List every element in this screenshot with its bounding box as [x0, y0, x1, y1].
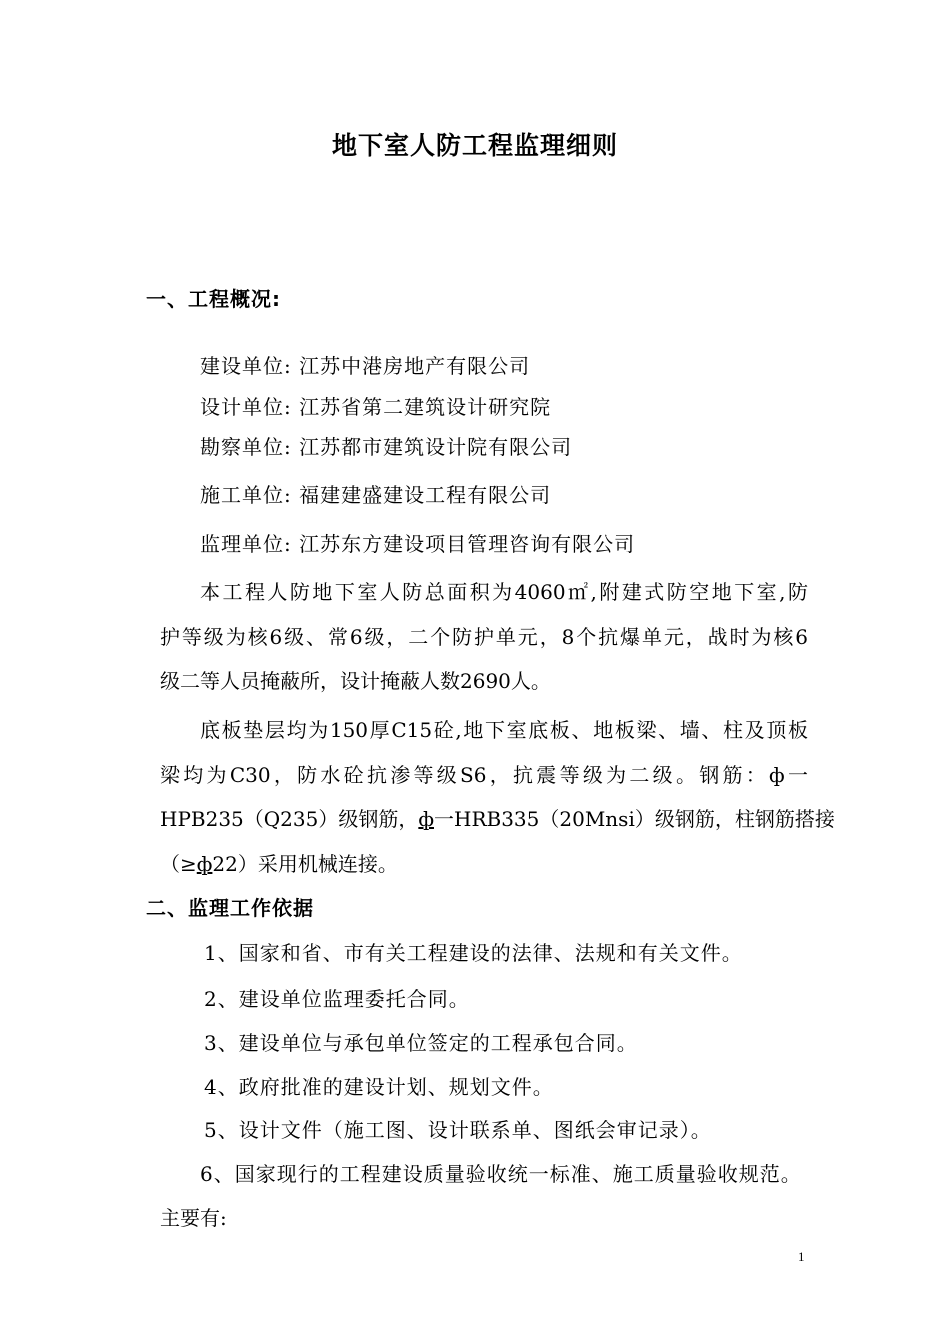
list-item: 2、建设单位监理委托合同。	[204, 987, 470, 1011]
unit-design: 设计单位: 江苏省第二建筑设计研究院	[200, 395, 552, 419]
unit-construction: 建设单位: 江苏中港房地产有限公司	[200, 354, 531, 378]
list-item: 5、设计文件（施工图、设计联系单、图纸会审记录）。	[204, 1118, 712, 1142]
paragraph-line: 护等级为核6级、常6级，二个防护单元，8个抗爆单元，战时为核6	[160, 625, 808, 649]
rebar-symbol: ф	[418, 807, 434, 831]
unit-survey: 勘察单位: 江苏都市建筑设计院有限公司	[200, 435, 573, 459]
paragraph-line: （≥ф22）采用机械连接。	[160, 852, 398, 876]
list-item: 6、国家现行的工程建设质量验收统一标准、施工质量验收规范。	[200, 1162, 802, 1186]
paragraph-line: 梁均为C30，防水砼抗渗等级S6，抗震等级为二级。钢筋：ф一	[160, 763, 808, 787]
unit-contractor: 施工单位: 福建建盛建设工程有限公司	[200, 483, 552, 507]
paragraph-line: 底板垫层均为150厚C15砼,地下室底板、地板梁、墙、柱及顶板	[200, 718, 808, 742]
paragraph-line: HPB235（Q235）级钢筋，ф一HRB335（20Mnsi）级钢筋，柱钢筋搭接	[160, 807, 835, 831]
rebar-symbol: ф	[196, 852, 213, 876]
paragraph-line: 级二等人员掩蔽所，设计掩蔽人数2690人。	[160, 669, 551, 693]
list-item: 3、建设单位与承包单位签定的工程承包合同。	[204, 1031, 638, 1055]
paragraph-line: 本工程人防地下室人防总面积为4060㎡,附建式防空地下室,防	[200, 580, 808, 604]
list-item: 1、国家和省、市有关工程建设的法律、法规和有关文件。	[204, 941, 743, 965]
list-item: 4、政府批准的建设计划、规划文件。	[204, 1075, 554, 1099]
section-heading-basis: 二、监理工作依据	[146, 896, 314, 920]
unit-supervisor: 监理单位: 江苏东方建设项目管理咨询有限公司	[200, 532, 636, 556]
list-continuation: 主要有:	[160, 1206, 227, 1230]
page-number: 1	[798, 1249, 805, 1264]
document-title: 地下室人防工程监理细则	[331, 131, 618, 160]
section-heading-overview: 一、工程概况:	[146, 287, 281, 311]
